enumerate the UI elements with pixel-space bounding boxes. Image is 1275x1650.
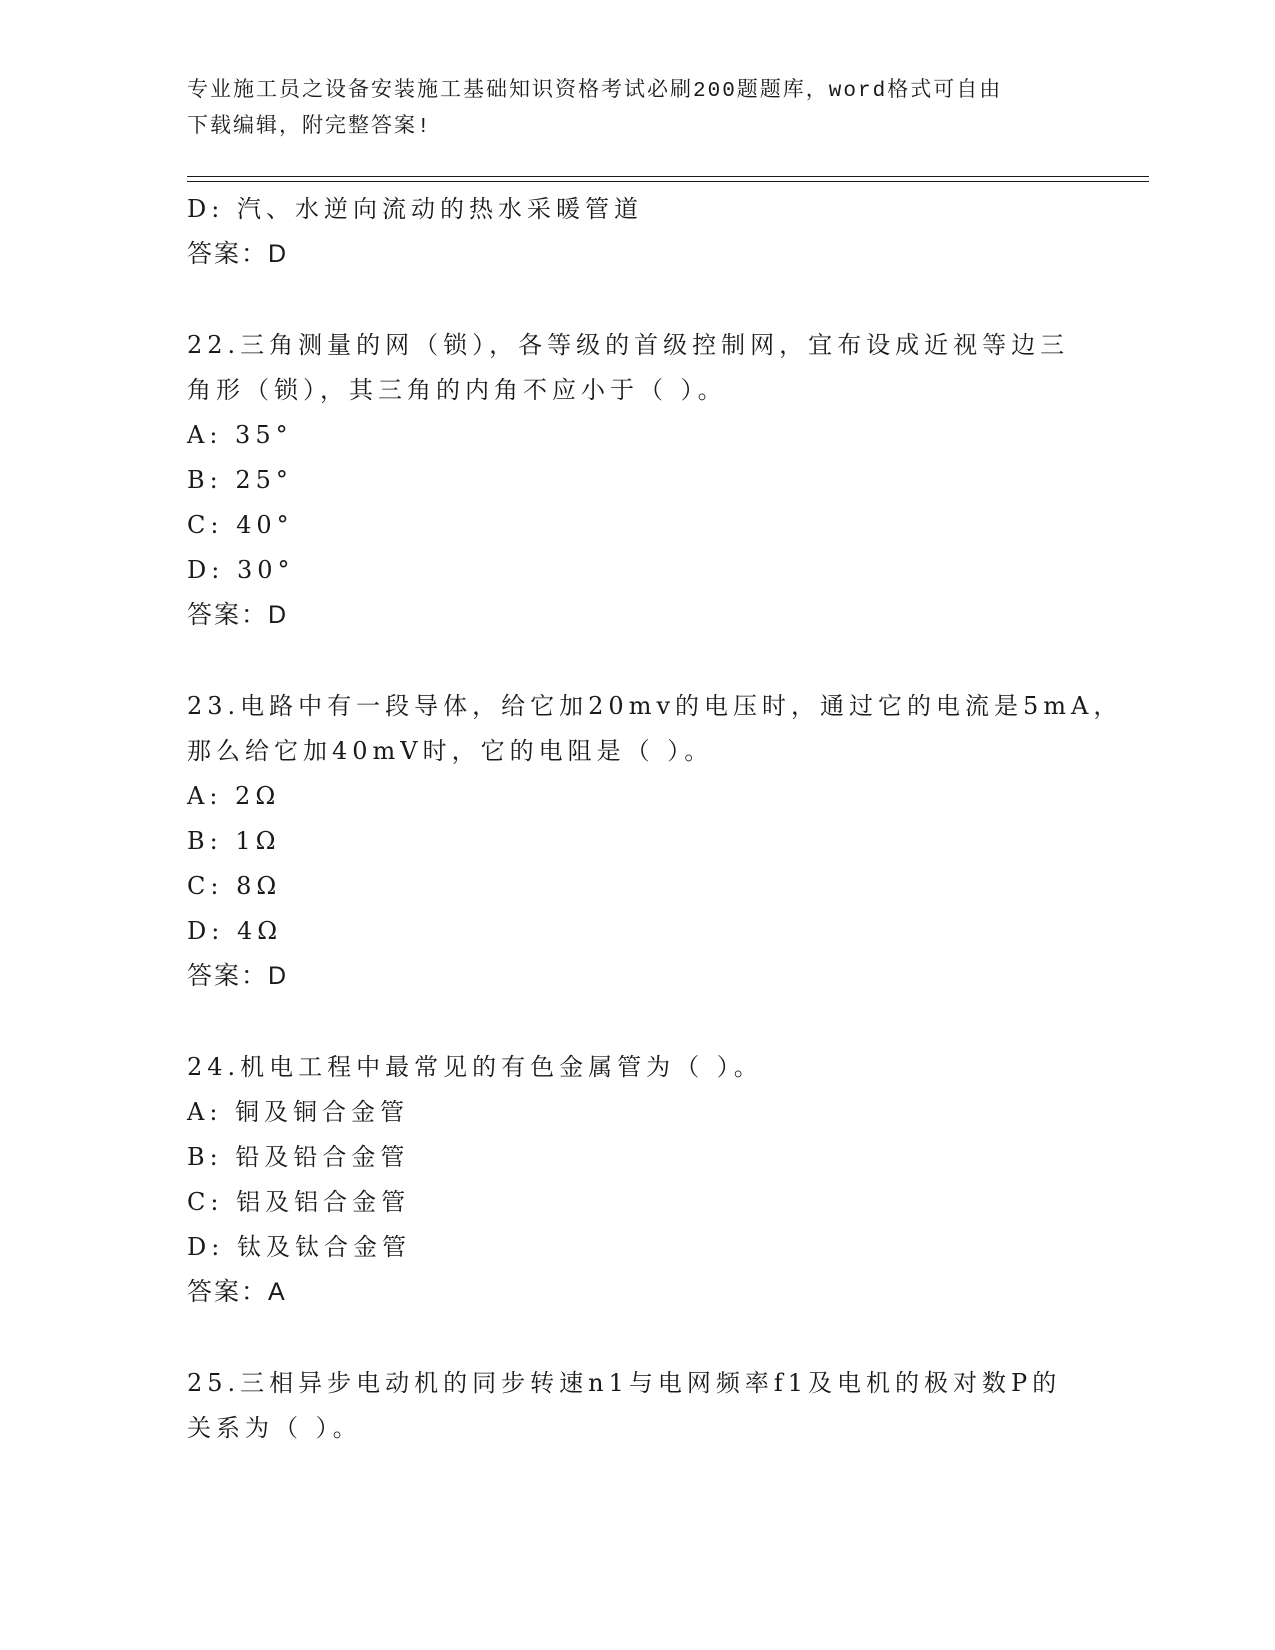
document-header [187, 74, 1067, 146]
question-stem-continued: 角形（锁），其三角的内角不应小于（ ）。 [187, 376, 727, 404]
header-line-2: 下载编辑，附完整答案! [187, 116, 432, 139]
question-23 [187, 684, 1123, 999]
option-a: A: 35° [187, 421, 293, 449]
header-divider-top [187, 176, 1149, 177]
option-d: D: 钛及钛合金管 [187, 1233, 411, 1261]
option-d: D: 4Ω [187, 917, 283, 945]
question-stem: 22.三角测量的网（锁），各等级的首级控制网，宜布设成近视等边三 [187, 331, 1070, 359]
question-stem: 23.电路中有一段导体，给它加20mv的电压时，通过它的电流是5mA， [187, 692, 1123, 720]
header-divider-bottom [187, 181, 1149, 182]
question-stem-continued: 关系为（ ）。 [187, 1414, 362, 1442]
question-22 [187, 323, 1087, 638]
answer: 答案：D [187, 962, 289, 990]
option-b: B: 25° [187, 466, 293, 494]
answer: 答案：D [187, 601, 289, 629]
option-a: A: 铜及铜合金管 [187, 1098, 410, 1126]
question-stem: 24.机电工程中最常见的有色金属管为（ ）。 [187, 1053, 763, 1081]
question-stem-continued: 那么给它加40mV时，它的电阻是（ ）。 [187, 737, 714, 765]
option-c: C: 铝及铝合金管 [187, 1188, 411, 1216]
option-c: C: 40° [187, 511, 294, 539]
header-line-1: 专业施工员之设备安装施工基础知识资格考试必刷200题题库，word格式可自由 [187, 80, 1003, 103]
option-b: B: 1Ω [187, 827, 281, 855]
document-body [187, 187, 1123, 1451]
option-b: B: 铅及铅合金管 [187, 1143, 410, 1171]
answer: 答案：D [187, 240, 289, 268]
question-stem: 25.三相异步电动机的同步转速n1与电网频率f1及电机的极对数P的 [187, 1369, 1062, 1397]
answer: 答案：A [187, 1278, 287, 1306]
option-c: C: 8Ω [187, 872, 282, 900]
question-24 [187, 1045, 1087, 1315]
option-a: A: 2Ω [187, 782, 281, 810]
option-d: D: 30° [187, 556, 295, 584]
question-25 [187, 1361, 1087, 1451]
question-21 [187, 187, 1087, 277]
option-d: D: 汽、水逆向流动的热水采暖管道 [187, 195, 643, 223]
